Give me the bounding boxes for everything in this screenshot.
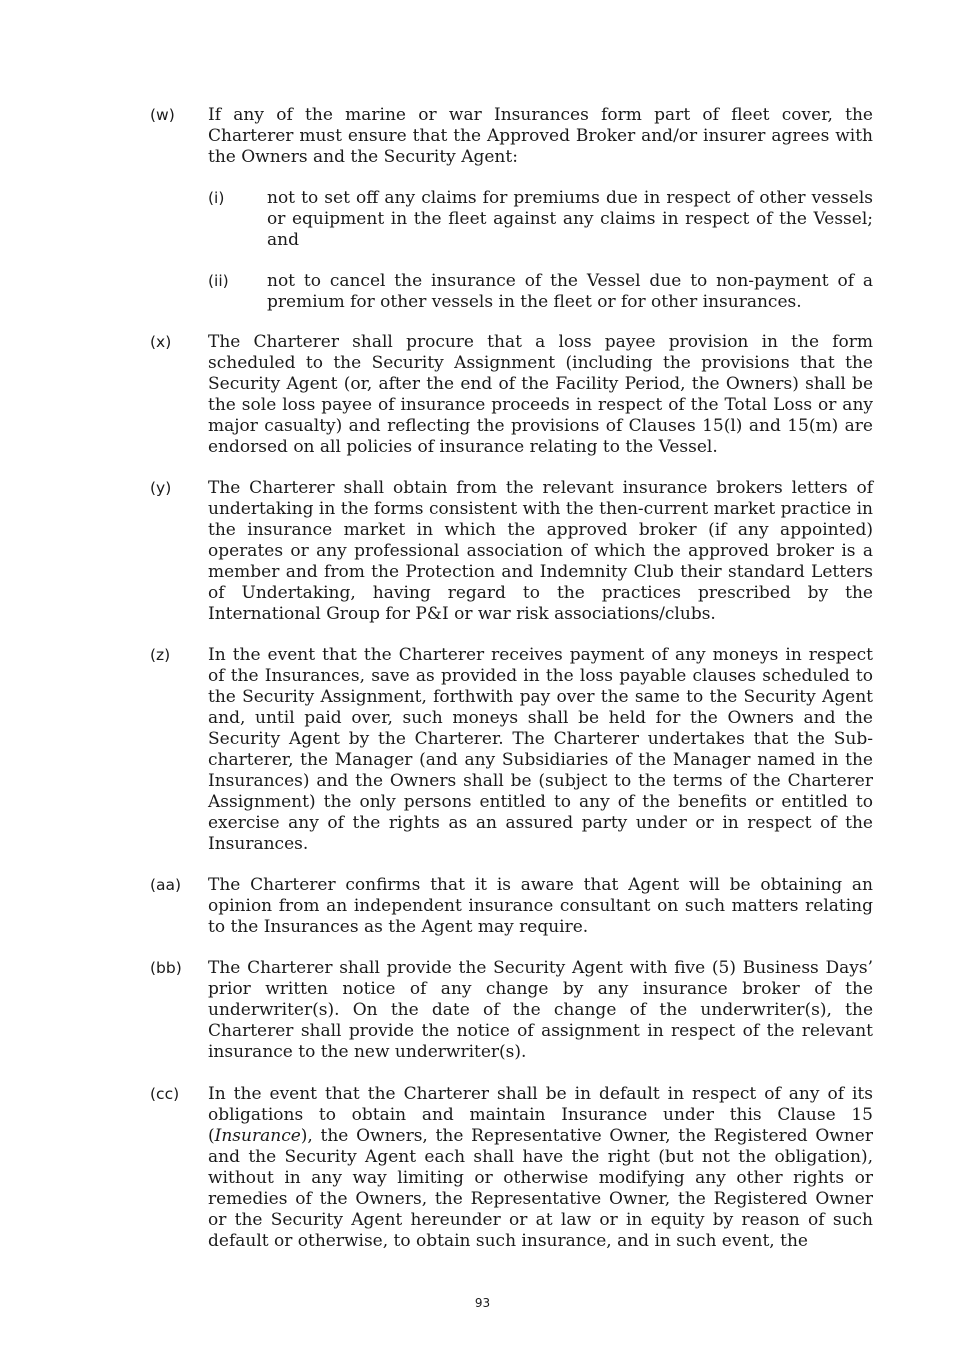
clause-text: If any of the marine or war Insurances form part of fleet cover, the Charterer must ensure that the Approved Broker and/or insurer agrees with the Owners and the Security Agent: — [208, 105, 873, 167]
clause-text: The Charterer shall provide the Security Agent with five (5) Business Days’ prior written notice of any change by any insurance broker of the underwriter(s). On the date of the change of the underwriter(s), the Charterer shall provide the notice of assignment in respect of the relevant insurance to the new underwriter(s). — [208, 958, 873, 1062]
clause-text-italic: Insurance — [214, 1126, 301, 1146]
clause-label: (aa) — [150, 876, 182, 894]
clause-z — [150, 645, 873, 855]
clause-w-sub-i — [208, 188, 873, 251]
sub-clause-label: (i) — [208, 189, 225, 207]
sub-clause-text: not to cancel the insurance of the Vessel due to non-payment of a premium for other vessels in the fleet or for other insurances. — [267, 271, 873, 312]
sub-clause-text: not to set off any claims for premiums due in respect of other vessels or equipment in the fleet against any claims in respect of the Vessel; and — [267, 188, 873, 250]
clause-w-sub-ii — [208, 271, 873, 313]
clause-text-part: ), the Owners, the Representative Owner, the Registered Owner and the Security Agent each shall have the right (but not the obligation), without in any way limiting or otherwise modifying any other rights or remedies of the Owners, the Representative Owner, the Registered Owner or the Security Agent hereunder or at law or in equity by reason of such default or otherwise, to obtain such insurance, and in such event, the — [208, 1126, 873, 1251]
clause-text: The Charterer confirms that it is aware that Agent will be obtaining an opinion from an independent insurance consultant on such matters relating to the Insurances as the Agent may require. — [208, 875, 873, 937]
sub-clause-label: (ii) — [208, 272, 229, 290]
clause-cc — [150, 1084, 873, 1252]
clause-label: (w) — [150, 106, 175, 124]
clause-label: (bb) — [150, 959, 182, 977]
clause-text: In the event that the Charterer receives payment of any moneys in respect of the Insurances, save as provided in the loss payable clauses scheduled to the Security Assignment, forthwith pay over the same to the Security Agent and, until paid over, such moneys shall be held for the Owners and the Security Agent by the Charterer. The Charterer undertakes that the Sub-charterer, the Manager (and any Subsidiaries of the Manager named in the Insurances) and the Owners shall be (subject to the terms of the Charterer Assignment) the only persons entitled to any of the benefits or entitled to exercise any of the rights as an assured party under or in respect of the Insurances. — [208, 645, 873, 854]
clause-bb — [150, 958, 873, 1063]
clause-label: (y) — [150, 479, 172, 497]
clause-text: The Charterer shall procure that a loss payee provision in the form scheduled to the Security Assignment (including the provisions that the Security Agent (or, after the end of the Facility Period, the Owners) shall be the sole loss payee of insurance proceeds in respect of the Total Loss or any major casualty) and reflecting the provisions of Clauses 15(l) and 15(m) are endorsed on all policies of insurance relating to the Vessel. — [208, 332, 873, 457]
clause-text: The Charterer shall obtain from the relevant insurance brokers letters of undertaking in the forms consistent with the then-current market practice in the insurance market in which the approved broker (if any appointed) operates or any professional association of which the approved broker is a member and from the Protection and Indemnity Club their standard Letters of Undertaking, having regard to the practices prescribed by the International Group for P&I or war risk associations/clubs. — [208, 478, 873, 624]
clause-label: (z) — [150, 646, 171, 664]
clause-aa — [150, 875, 873, 938]
clause-text — [208, 1084, 873, 1252]
clause-label: (cc) — [150, 1085, 180, 1103]
clause-y — [150, 478, 873, 625]
clause-label: (x) — [150, 333, 172, 351]
clause-text-part: In the event that the Charterer shall be in default in respect of any of its obligations to obtain and maintain Insurance under this Clause 15 ( — [208, 1084, 873, 1146]
clause-w — [150, 105, 873, 168]
clause-x — [150, 332, 873, 458]
page-number: 93 — [474, 1296, 491, 1310]
